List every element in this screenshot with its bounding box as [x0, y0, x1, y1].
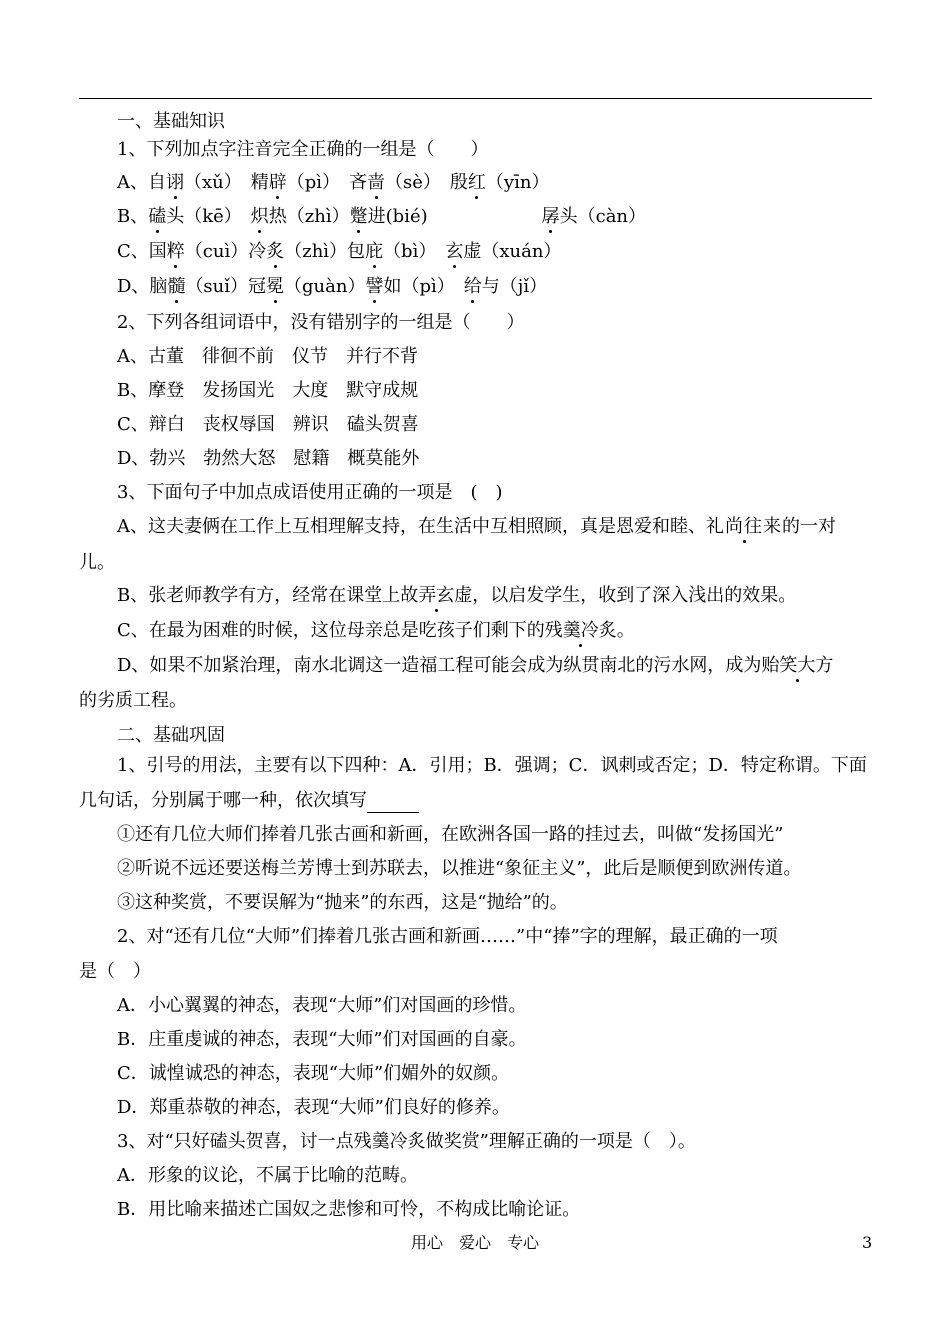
text-segment: （zhì）包: [284, 241, 366, 262]
option-b: B．庄重虔诚的神态，表现“大师”们对国画的自豪。: [117, 1029, 527, 1050]
option-d: D、勃兴 勃然大怒 慰籍 概莫能外: [117, 448, 420, 469]
dotted-char: 孱: [541, 206, 560, 227]
text-segment: 如（pì）: [383, 276, 464, 297]
text-segment: B、张老师教学有方，经常在课堂上: [117, 585, 401, 606]
question-stem: 3、下面句子中加点成语使用正确的一项是 ( ): [117, 482, 503, 503]
question-stem: 3、对“只好磕头贺喜，讨一点残羹冷炙做奖赏”理解正确的一项是（ ）。: [117, 1131, 696, 1152]
text-segment: A、自: [117, 172, 166, 193]
dotted-char: 炽: [250, 206, 269, 227]
text-segment: A、这夫妻俩在工作上互相理解支持，在生活中互相照顾，真是恩爱和睦、: [117, 516, 706, 537]
dotted-phrase: 故弄玄虚: [400, 585, 473, 606]
text-segment: （yīn）: [485, 172, 550, 193]
option-b: [117, 584, 796, 608]
dotted-char: 啬: [367, 172, 386, 193]
dotted-phrase: 贻笑大方: [761, 655, 834, 676]
dotted-phrase: 礼尚往来: [706, 516, 782, 537]
option-b: B、摩登 发扬国光 大度 默守成规: [117, 380, 419, 401]
dotted-char: 给: [463, 276, 482, 297]
text-segment: 头（càn）: [559, 206, 647, 227]
item-1: ①还有几位大师们捧着几张古画和新画，在欧洲各国一路的挂过去，叫做“发扬国光”: [117, 824, 784, 845]
text-segment: 热（zhì）: [268, 206, 350, 227]
option-a: A．形象的议论，不属于比喻的范畴。: [117, 1165, 418, 1186]
option-a: [117, 171, 549, 195]
item-2: ②听说不远还要送梅兰芳博士到苏联去，以推进“象征主义”，此后是顺便到欧洲传道。: [117, 858, 802, 879]
text-segment: （suǐ）冠: [185, 276, 267, 297]
question-stem: 2、对“还有几位“大师”们捧着几张古画和新画……”中“捧”字的理解，最正确的一项: [117, 926, 778, 947]
text-segment: C、在最为困难的时候，这位母亲总是吃孩子们剩下的: [117, 620, 545, 641]
text-segment: D、脑: [117, 276, 168, 297]
dotted-char: 蹩: [349, 206, 368, 227]
answer-blank[interactable]: [367, 794, 419, 813]
dotted-char: 诩: [166, 172, 184, 193]
dotted-char: 炙: [266, 241, 285, 262]
option-c: C、辩白 丧权辱国 辨识 磕头贺喜: [117, 414, 419, 435]
option-d: [117, 275, 547, 299]
text-segment: （pì） 吝: [286, 172, 368, 193]
option-c: [117, 240, 561, 264]
question-stem-continued: [79, 789, 419, 813]
dotted-char: 辟: [268, 172, 287, 193]
header-rule: [79, 98, 872, 99]
page-number: 3: [862, 1233, 873, 1252]
question-stem-continued: 是（ ）: [79, 961, 151, 982]
text-segment: 进(bié): [367, 206, 428, 227]
option-d: D．郑重恭敬的神态，表现“大师”们良好的修养。: [117, 1097, 510, 1118]
question-stem: 2、下列各组词语中，没有错别字的一组是（ ）: [117, 312, 525, 333]
text-segment: （bì）: [383, 241, 446, 262]
text-segment: （sè） 殷: [385, 172, 468, 193]
text-segment: ，以启发学生，收到了深入浅出的效果。: [472, 585, 797, 606]
text-segment: B、: [117, 206, 149, 227]
text-segment: （guàn）: [284, 276, 366, 297]
option-d-continued: 的劣质工程。: [79, 690, 187, 711]
dotted-char: 庇: [365, 241, 384, 262]
dotted-char: 红: [467, 172, 486, 193]
text-segment: 虚（xuán）: [463, 241, 562, 262]
option-c: [117, 619, 635, 643]
text-segment: 。: [616, 620, 635, 641]
dotted-char: 譬: [365, 276, 384, 297]
text-segment: 几句话，分别属于哪一种，依次填写: [79, 790, 367, 811]
text-segment: 与（jǐ）: [481, 276, 548, 297]
dotted-char: 玄: [445, 241, 464, 262]
dotted-char: 粹: [166, 241, 185, 262]
text-segment: （cuì）冷: [184, 241, 267, 262]
item-3: ③这种奖赏，不要误解为“抛来”的东西，这是“抛给”的。: [117, 892, 568, 913]
text-segment: 头（kē）: [166, 206, 251, 227]
option-c: C．诚惶诚恐的神态，表现“大师”们媚外的奴颜。: [117, 1063, 510, 1084]
text-segment: （xǔ） 精: [184, 172, 269, 193]
option-b: B．用比喻来描述亡国奴之悲惨和可怜，不构成比喻论证。: [117, 1199, 581, 1220]
option-a: [117, 515, 836, 539]
text-segment: D、如果不加紧治理，南水北调这一造福工程可能会成为纵贯南北的污水网，成为: [117, 655, 762, 676]
section-heading: 一、基础知识: [117, 111, 225, 132]
option-a: A．小心翼翼的神态，表现“大师”们对国画的珍惜。: [117, 995, 527, 1016]
footer-text: 用心 爱心 专心: [410, 1233, 539, 1252]
dotted-char: 髓: [167, 276, 186, 297]
question-stem: 1、引号的用法，主要有以下四种：A．引用；B．强调；C．讽刺或否定；D．特定称谓。下面: [117, 755, 867, 776]
dotted-char: 磕: [148, 206, 167, 227]
option-a-continued: 儿。: [79, 552, 115, 573]
question-stem: 1、下列加点字注音完全正确的一组是（ ）: [117, 139, 489, 160]
dotted-phrase: 残羹冷炙: [544, 620, 617, 641]
option-a: A、古董 徘徊不前 仪节 并行不背: [117, 346, 418, 367]
section-heading: 二、基础巩固: [117, 725, 225, 746]
option-d: [117, 654, 833, 678]
text-segment: 的一对: [782, 516, 836, 537]
option-b: [117, 205, 646, 229]
text-segment: C、国: [117, 241, 167, 262]
dotted-char: 冕: [266, 276, 285, 297]
